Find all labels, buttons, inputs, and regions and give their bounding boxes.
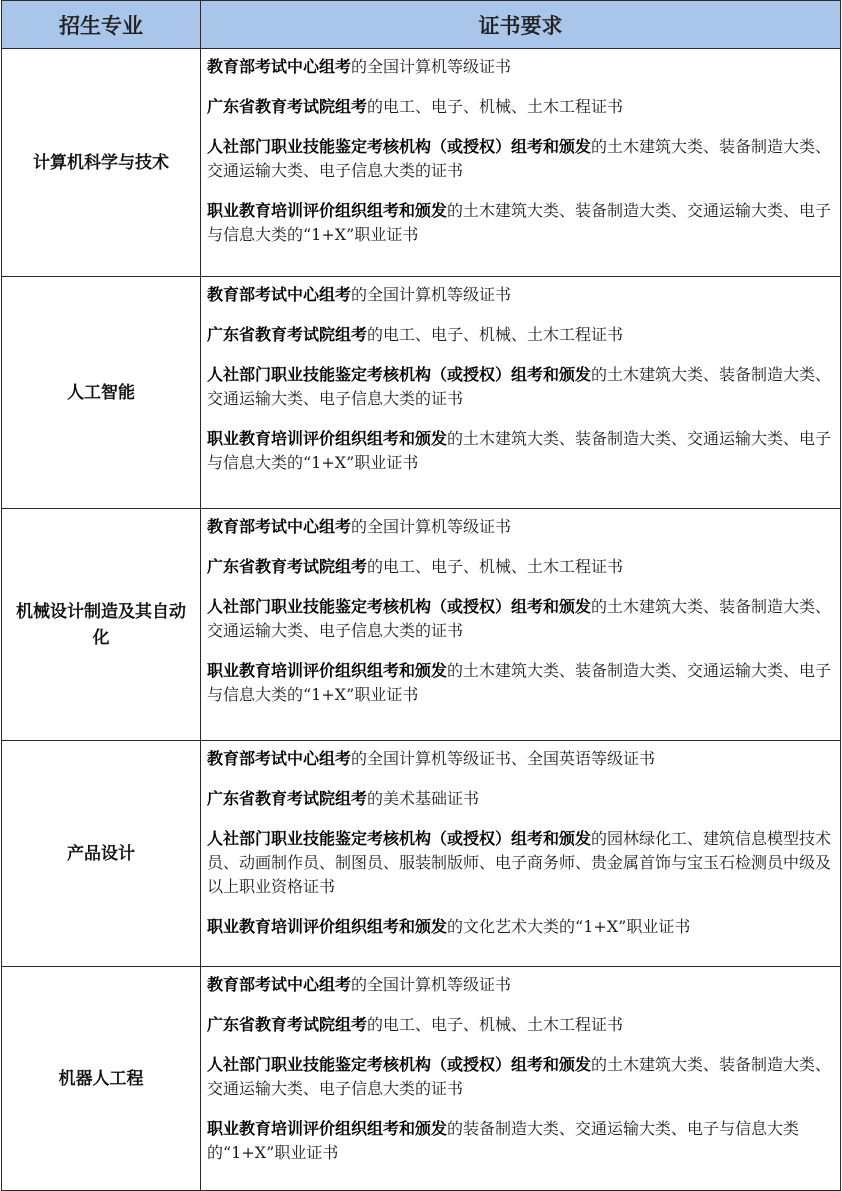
requirements-cell [201, 49, 841, 277]
requirement-item [207, 515, 834, 539]
table-row [2, 967, 841, 1191]
requirement-detail: 的文化艺术大类的“1+X”职业证书 [447, 917, 691, 936]
requirement-org: 人社部门职业技能鉴定考核机构（或授权）组考和颁发 [207, 365, 592, 384]
requirement-org: 教育部考试中心组考 [207, 57, 352, 76]
requirement-item [207, 555, 834, 579]
admission-certificate-table [1, 0, 841, 1191]
table-row [2, 509, 841, 741]
requirement-org: 教育部考试中心组考 [207, 749, 352, 768]
requirement-org: 广东省教育考试院组考 [207, 789, 368, 808]
requirements-cell [201, 967, 841, 1191]
requirement-item [207, 55, 834, 79]
requirement-item [207, 283, 834, 307]
requirement-detail: 的全国计算机等级证书 [351, 57, 512, 76]
requirement-detail: 的土木建筑大类、装备制造大类、交通运输大类、电子信息大类的证书 [207, 137, 832, 180]
requirement-item [207, 323, 834, 347]
table-header-row [2, 1, 841, 49]
table-row [2, 277, 841, 509]
requirement-item [207, 915, 834, 939]
requirement-org: 广东省教育考试院组考 [207, 97, 368, 116]
major-cell: 机器人工程 [2, 967, 201, 1191]
requirement-detail: 的土木建筑大类、装备制造大类、交通运输大类、电子信息大类的证书 [207, 1055, 832, 1098]
requirement-item [207, 787, 834, 811]
requirement-item [207, 1053, 834, 1101]
requirement-item [207, 973, 834, 997]
requirement-detail: 的全国计算机等级证书、全国英语等级证书 [351, 749, 656, 768]
requirement-detail: 的全国计算机等级证书 [351, 517, 512, 536]
requirement-detail: 的土木建筑大类、装备制造大类、交通运输大类、电子与信息大类的“1+X”职业证书 [207, 201, 832, 244]
requirement-detail: 的土木建筑大类、装备制造大类、交通运输大类、电子信息大类的证书 [207, 597, 832, 640]
requirement-org: 职业教育培训评价组织组考和颁发 [207, 201, 448, 220]
requirement-org: 教育部考试中心组考 [207, 285, 352, 304]
requirement-detail: 的电工、电子、机械、土木工程证书 [367, 557, 624, 576]
table-row [2, 49, 841, 277]
requirement-item [207, 427, 834, 475]
requirement-item [207, 827, 834, 899]
requirement-org: 职业教育培训评价组织组考和颁发 [207, 1119, 448, 1138]
table-row [2, 741, 841, 967]
requirement-org: 教育部考试中心组考 [207, 517, 352, 536]
requirement-org: 广东省教育考试院组考 [207, 557, 368, 576]
requirement-item [207, 95, 834, 119]
requirement-item [207, 363, 834, 411]
requirement-detail: 的土木建筑大类、装备制造大类、交通运输大类、电子信息大类的证书 [207, 365, 832, 408]
requirement-detail: 的电工、电子、机械、土木工程证书 [367, 97, 624, 116]
requirement-item [207, 1117, 834, 1165]
requirement-org: 人社部门职业技能鉴定考核机构（或授权）组考和颁发 [207, 829, 592, 848]
requirement-detail: 的美术基础证书 [367, 789, 480, 808]
requirement-detail: 的土木建筑大类、装备制造大类、交通运输大类、电子与信息大类的“1+X”职业证书 [207, 429, 832, 472]
requirements-cell [201, 277, 841, 509]
requirement-org: 人社部门职业技能鉴定考核机构（或授权）组考和颁发 [207, 1055, 592, 1074]
major-cell: 人工智能 [2, 277, 201, 509]
requirement-item [207, 595, 834, 643]
requirement-org: 教育部考试中心组考 [207, 975, 352, 994]
major-cell: 机械设计制造及其自动化 [2, 509, 201, 741]
requirement-detail: 的土木建筑大类、装备制造大类、交通运输大类、电子与信息大类的“1+X”职业证书 [207, 661, 832, 704]
requirement-detail: 的全国计算机等级证书 [351, 975, 512, 994]
header-major: 招生专业 [2, 1, 201, 49]
major-cell: 计算机科学与技术 [2, 49, 201, 277]
requirement-org: 广东省教育考试院组考 [207, 325, 368, 344]
requirement-org: 人社部门职业技能鉴定考核机构（或授权）组考和颁发 [207, 597, 592, 616]
requirements-cell [201, 741, 841, 967]
requirement-item [207, 747, 834, 771]
requirement-org: 职业教育培训评价组织组考和颁发 [207, 917, 448, 936]
major-cell: 产品设计 [2, 741, 201, 967]
requirement-org: 人社部门职业技能鉴定考核机构（或授权）组考和颁发 [207, 137, 592, 156]
header-requirements: 证书要求 [201, 1, 841, 49]
requirement-item [207, 1013, 834, 1037]
requirement-item [207, 135, 834, 183]
requirement-detail: 的装备制造大类、交通运输大类、电子与信息大类的“1+X”职业证书 [207, 1119, 800, 1162]
requirement-detail: 的全国计算机等级证书 [351, 285, 512, 304]
requirements-cell [201, 509, 841, 741]
requirement-org: 广东省教育考试院组考 [207, 1015, 368, 1034]
requirement-detail: 的电工、电子、机械、土木工程证书 [367, 1015, 624, 1034]
requirement-item [207, 199, 834, 247]
requirement-detail: 的电工、电子、机械、土木工程证书 [367, 325, 624, 344]
requirement-item [207, 659, 834, 707]
requirement-detail: 的园林绿化工、建筑信息模型技术员、动画制作员、制图员、服装制版师、电子商务师、贵金属首饰与宝玉石检测员中级及以上职业资格证书 [207, 829, 832, 896]
requirement-org: 职业教育培训评价组织组考和颁发 [207, 661, 448, 680]
requirement-org: 职业教育培训评价组织组考和颁发 [207, 429, 448, 448]
